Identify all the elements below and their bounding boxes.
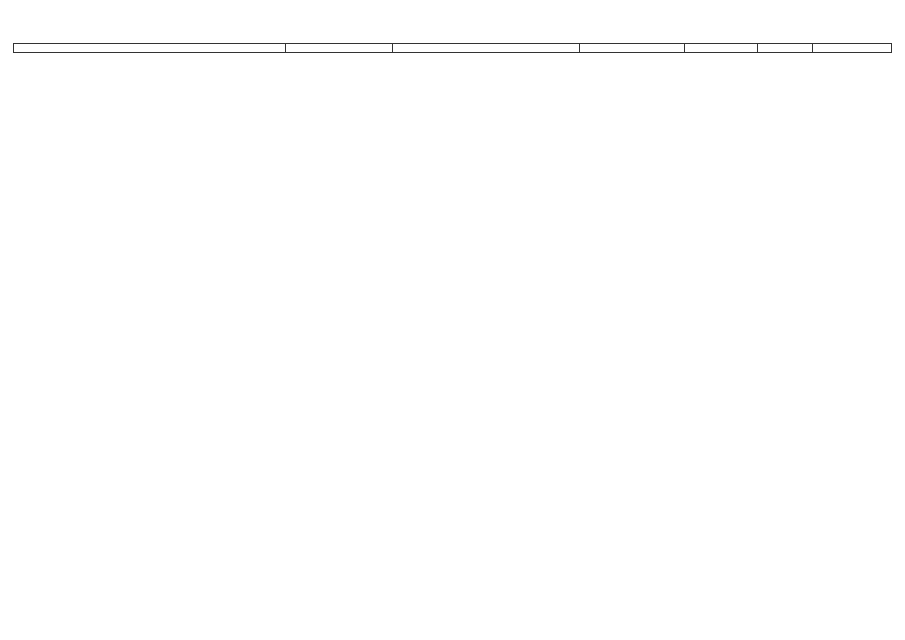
- total-price: [758, 44, 813, 53]
- table-body-total: [14, 44, 892, 53]
- total-area: [685, 44, 758, 53]
- total-label: [14, 44, 286, 53]
- land-plots-table: [13, 43, 892, 53]
- total-row: [14, 44, 892, 53]
- total-value: [813, 44, 892, 53]
